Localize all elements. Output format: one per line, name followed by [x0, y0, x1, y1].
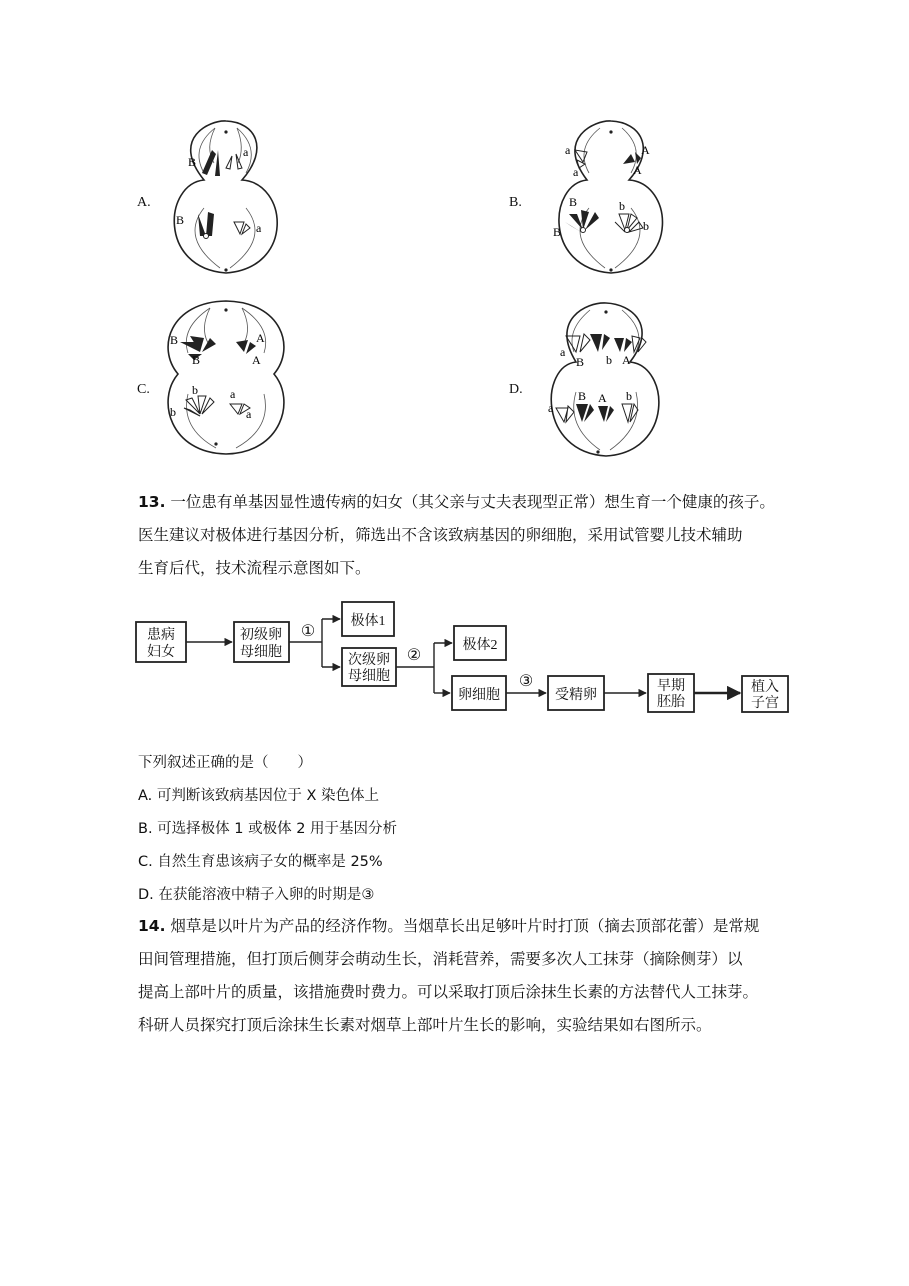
allele-b-bottom-2: B [553, 225, 562, 239]
option-c-label: C. [137, 382, 150, 397]
flow-secondary-2: 母细胞 [348, 669, 390, 684]
option-d-label: D. [509, 382, 523, 397]
option-b-label: B. [509, 195, 522, 210]
q14-number: 14. [138, 917, 166, 935]
allele-a-bottom-1: B [176, 213, 185, 227]
allele-d-top-2: B [576, 355, 585, 369]
flow-step-1: ① [300, 623, 316, 640]
q14-line-2: 田间管理措施，但打顶后侧芽会萌动生长，消耗营养，需要多次人工抹芽（摘除侧芽）以 [138, 950, 743, 968]
allele-b-top-4: A [633, 163, 642, 177]
flow-embryo-1: 早期 [657, 679, 685, 694]
allele-c-top-1: B [170, 333, 179, 347]
allele-b-bottom-1: B [569, 195, 578, 209]
allele-d-top-3: A [622, 353, 631, 367]
allele-c-top-2: B [192, 353, 201, 367]
flow-primary-2: 母细胞 [240, 645, 282, 660]
allele-c-bottom-1: b [192, 383, 198, 397]
flow-polar-1: 极体1 [350, 614, 386, 629]
q13-option-b: B. 可选择极体 1 或极体 2 用于基因分析 [138, 821, 398, 837]
q13-line-1: 13. 一位患有单基因显性遗传病的妇女（其父亲与丈夫表现型正常）想生育一个健康的孩子。 [138, 493, 775, 511]
flow-patient-1: 患病 [147, 628, 175, 643]
q14-stem [138, 910, 798, 1042]
q14-line-4: 科研人员探究打顶后涂抹生长素对烟草上部叶片生长的影响，实验结果如右图所示。 [138, 1016, 712, 1034]
q13-line-3: 生育后代，技术流程示意图如下。 [138, 559, 371, 577]
cell-diagram-d [540, 300, 672, 462]
allele-d-top-1: a [560, 345, 566, 359]
q13-option-d: D. 在获能溶液中精子入卵的时期是③ [138, 887, 375, 903]
cell-diagram-c [160, 298, 292, 460]
flow-secondary-1: 次级卵 [348, 653, 390, 668]
allele-b-top-1: a [565, 143, 571, 157]
flow-primary-1: 初级卵 [240, 628, 282, 643]
allele-a-top-2: a [243, 145, 249, 159]
q13-option-a: A. 可判断该致病基因位于 X 染色体上 [138, 788, 380, 804]
allele-a-top-1: B [188, 155, 197, 169]
flow-embryo-2: 胚胎 [657, 695, 685, 710]
allele-d-bottom-2: B [578, 389, 587, 403]
flow-implant-1: 植入 [751, 680, 779, 695]
cell-diagram-b [545, 118, 677, 280]
allele-a-bottom-2: a [256, 221, 262, 235]
allele-c-bottom-4: a [246, 407, 252, 421]
allele-d-bottom-4: b [626, 389, 632, 403]
q13-question: 下列叙述正确的是（ ） [138, 755, 312, 771]
allele-d-bottom-1: a [548, 401, 554, 415]
allele-d-bottom-3: A [598, 391, 607, 405]
flow-step-2: ② [406, 647, 422, 664]
allele-d-top-4: b [606, 353, 612, 367]
option-a-label: A. [137, 195, 151, 210]
q13-number: 13. [138, 493, 166, 511]
allele-b-top-2: a [573, 165, 579, 179]
allele-c-bottom-3: a [230, 387, 236, 401]
q13-line-2: 医生建议对极体进行基因分析，筛选出不含该致病基因的卵细胞，采用试管婴儿技术辅助 [138, 526, 743, 544]
q14-line-1: 14. 烟草是以叶片为产品的经济作物。当烟草长出足够叶片时打顶（摘去顶部花蕾）是常规 [138, 917, 760, 935]
allele-c-bottom-2: b [170, 405, 176, 419]
ivf-flow-chart [130, 598, 795, 720]
flow-step-3: ③ [518, 673, 534, 690]
q14-line-3: 提高上部叶片的质量，该措施费时费力。可以采取打顶后涂抹生长素的方法替代人工抹芽。 [138, 983, 759, 1001]
allele-b-bottom-3: b [619, 199, 625, 213]
allele-b-bottom-4: b [643, 219, 649, 233]
flow-implant-2: 子宫 [751, 696, 779, 711]
flow-polar-2: 极体2 [462, 638, 498, 653]
cell-diagram-a [160, 118, 292, 280]
allele-c-top-3: A [256, 331, 265, 345]
flow-egg: 卵细胞 [458, 688, 500, 703]
q13-stem [138, 486, 798, 585]
flow-patient-2: 妇女 [147, 645, 175, 660]
q13-options [138, 747, 397, 912]
q13-option-c: C. 自然生育患该病子女的概率是 25% [138, 854, 383, 870]
allele-b-top-3: A [641, 143, 650, 157]
allele-c-top-4: A [252, 353, 261, 367]
flow-fertilized: 受精卵 [555, 688, 597, 703]
